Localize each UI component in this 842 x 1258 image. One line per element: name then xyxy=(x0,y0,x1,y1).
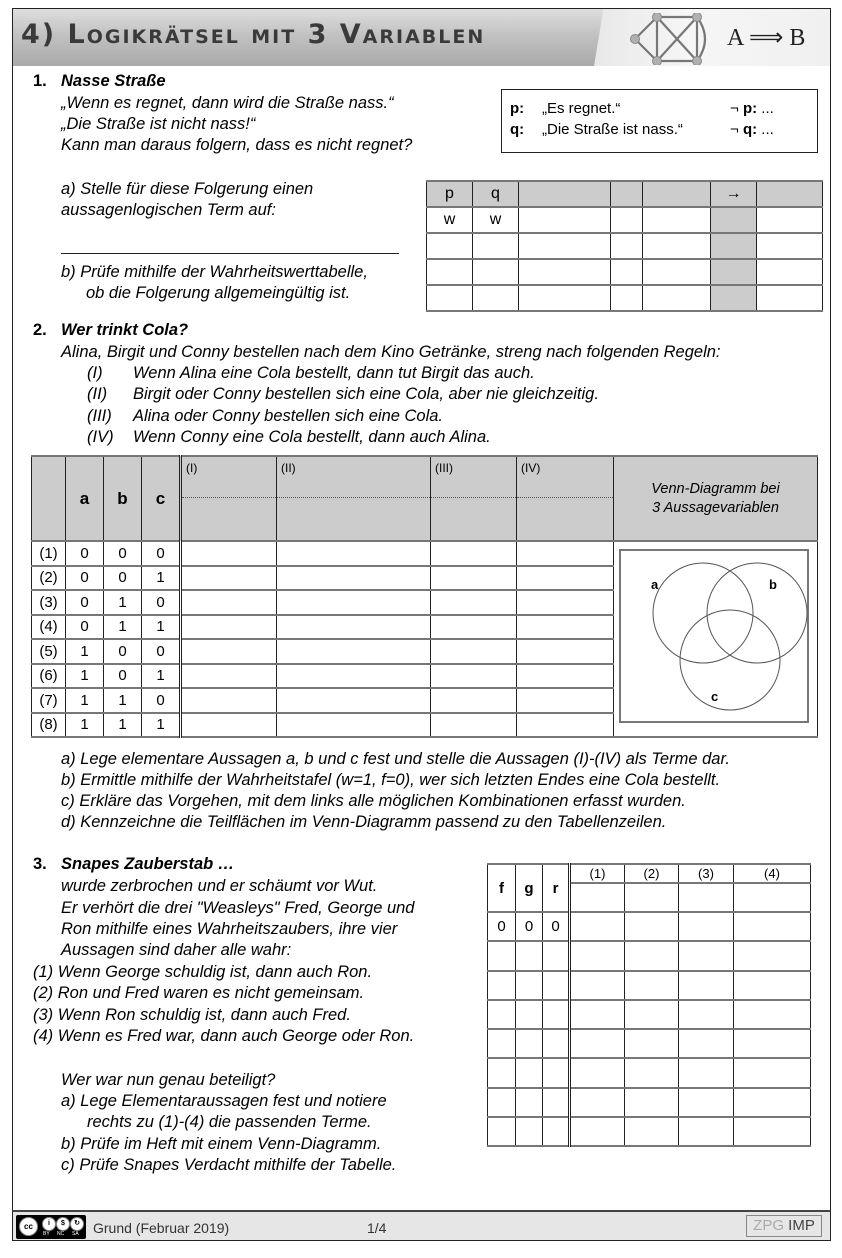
stmt-cell[interactable] xyxy=(679,1117,734,1146)
rule-cell[interactable] xyxy=(517,541,614,566)
var-value: 0 xyxy=(543,912,570,941)
table-cell[interactable] xyxy=(757,233,823,259)
var-header-f: f xyxy=(488,864,516,912)
task2-number: 2. xyxy=(33,321,47,339)
stmt-header-2: (2) xyxy=(625,864,679,883)
stmt-header-1: (1) xyxy=(570,864,625,883)
table-cell[interactable] xyxy=(519,259,611,285)
stmt-cell[interactable] xyxy=(625,1088,679,1117)
stmt-cell[interactable] xyxy=(625,912,679,941)
rule-cell[interactable] xyxy=(181,615,277,640)
rule-cell[interactable] xyxy=(277,541,431,566)
var-value[interactable] xyxy=(516,1088,543,1117)
var-value[interactable] xyxy=(543,1117,570,1146)
table-row xyxy=(488,971,811,1000)
rule-cell[interactable] xyxy=(431,664,517,689)
stmt-cell[interactable] xyxy=(734,971,811,1000)
var-value: 0 xyxy=(66,541,104,566)
stmt-header-3: (3) xyxy=(679,864,734,883)
var-value: 0 xyxy=(66,590,104,615)
table-row xyxy=(488,1117,811,1146)
venn-label-a: a xyxy=(651,577,659,592)
task2-question: b) Ermittle mithilfe der Wahrheitstafel (w=1, f=0), wer sich letzten Endes eine Cola bestellt. xyxy=(61,771,721,789)
task3-statement: (3) Wenn Ron schuldig ist, dann auch Fred. xyxy=(33,1006,351,1024)
var-value: 1 xyxy=(66,639,104,664)
task2-question: c) Erkläre das Vorgehen, mit dem links alle möglichen Kombinationen erfasst wurden. xyxy=(61,792,686,810)
rule-cell[interactable] xyxy=(277,566,431,591)
header-cell-implication: → xyxy=(711,181,757,207)
stmt-cell[interactable] xyxy=(679,971,734,1000)
row-label: (4) xyxy=(32,615,66,640)
rule-cell[interactable] xyxy=(181,664,277,689)
stmt-cell[interactable] xyxy=(679,1088,734,1117)
rule-text: Wenn Alina eine Cola bestellt, dann tut Birgit das auch. xyxy=(133,364,535,382)
rule-header-I[interactable]: (I) xyxy=(181,456,277,541)
rule-cell[interactable] xyxy=(431,541,517,566)
table-cell: w xyxy=(473,207,519,233)
task3-line: Ron mithilfe eines Wahrheitszaubers, ihre vier xyxy=(61,920,398,938)
table-cell[interactable] xyxy=(611,259,643,285)
task3-statement: (4) Wenn es Fred war, dann auch George oder Ron. xyxy=(33,1027,415,1045)
var-header-b: b xyxy=(104,456,142,541)
rule-cell[interactable] xyxy=(517,566,614,591)
stmt-cell[interactable] xyxy=(734,941,811,970)
var-value[interactable] xyxy=(488,941,516,970)
rule-cell[interactable] xyxy=(181,566,277,591)
rule-cell[interactable] xyxy=(431,590,517,615)
rule-cell[interactable] xyxy=(277,615,431,640)
stmt-cell[interactable] xyxy=(625,941,679,970)
task1-number: 1. xyxy=(33,72,47,90)
implication-symbol: A ⟹ B xyxy=(727,25,806,51)
header-cell[interactable] xyxy=(757,181,823,207)
cc-license-badge: cc i $ ↻ BY NC SA xyxy=(16,1215,86,1239)
var-value: 1 xyxy=(104,615,142,640)
var-value[interactable] xyxy=(516,1058,543,1087)
term-cell[interactable] xyxy=(625,883,679,912)
table-cell[interactable] xyxy=(519,285,611,311)
stmt-cell[interactable] xyxy=(570,971,625,1000)
rule-label: (I) xyxy=(87,364,103,382)
task3-statement: (1) Wenn George schuldig ist, dann auch Ron. xyxy=(33,963,373,981)
var-value: 0 xyxy=(66,566,104,591)
var-value[interactable] xyxy=(516,941,543,970)
row-label: (8) xyxy=(32,713,66,738)
header-cell[interactable] xyxy=(611,181,643,207)
rule-cell[interactable] xyxy=(277,713,431,738)
page-title: 4) Logikrätsel mit 3 Variablen xyxy=(21,19,486,50)
rule-label: (III) xyxy=(87,407,112,425)
task1-line: „Die Straße ist nicht nass!“ xyxy=(61,115,256,133)
header-cell[interactable] xyxy=(643,181,711,207)
stmt-cell[interactable] xyxy=(570,1058,625,1087)
var-value: 0 xyxy=(142,639,181,664)
stmt-cell[interactable] xyxy=(679,1058,734,1087)
table-cell[interactable] xyxy=(643,233,711,259)
task1-line: „Wenn es regnet, dann wird die Straße nass.“ xyxy=(61,94,394,112)
rule-cell[interactable] xyxy=(431,688,517,713)
var-value: 0 xyxy=(516,912,543,941)
var-value: 1 xyxy=(104,713,142,738)
var-value[interactable] xyxy=(488,1088,516,1117)
stmt-cell[interactable] xyxy=(679,941,734,970)
var-value: 0 xyxy=(66,615,104,640)
stmt-cell[interactable] xyxy=(734,1029,811,1058)
var-value: 1 xyxy=(142,566,181,591)
task3-line: Aussagen sind daher alle wahr: xyxy=(61,941,292,959)
var-value: 0 xyxy=(142,688,181,713)
table-cell[interactable] xyxy=(427,233,473,259)
rule-cell[interactable] xyxy=(431,713,517,738)
stmt-cell[interactable] xyxy=(570,1029,625,1058)
row-label: (6) xyxy=(32,664,66,689)
rule-cell[interactable] xyxy=(517,639,614,664)
rule-cell[interactable] xyxy=(517,615,614,640)
rule-cell[interactable] xyxy=(517,664,614,689)
stmt-cell[interactable] xyxy=(570,912,625,941)
var-value[interactable] xyxy=(516,1117,543,1146)
venn-label-b: b xyxy=(769,577,777,592)
rule-cell[interactable] xyxy=(277,590,431,615)
table-row xyxy=(488,1058,811,1087)
task3-task: a) Lege Elementaraussagen fest und notiere xyxy=(61,1092,387,1110)
rule-cell[interactable] xyxy=(181,590,277,615)
rule-text: Alina oder Conny bestellen sich eine Cola. xyxy=(133,407,444,425)
rule-text: Birgit oder Conny bestellen sich eine Cola, aber nie gleichzeitig. xyxy=(133,385,599,403)
rule-cell[interactable] xyxy=(277,664,431,689)
nc-icon: $ xyxy=(56,1217,70,1231)
var-value[interactable] xyxy=(516,1000,543,1029)
rule-cell[interactable] xyxy=(277,688,431,713)
table-cell[interactable] xyxy=(427,259,473,285)
var-header-g: g xyxy=(516,864,543,912)
truth-table-pq xyxy=(426,180,823,312)
row-label: (1) xyxy=(32,541,66,566)
rule-label: (II) xyxy=(87,385,108,403)
task1-line: Kann man daraus folgern, dass es nicht regnet? xyxy=(61,136,413,154)
var-value[interactable] xyxy=(543,1029,570,1058)
var-value[interactable] xyxy=(488,1117,516,1146)
zpg-imp-logo: ZPG IMP xyxy=(746,1215,822,1237)
task3-task: b) Prüfe im Heft mit einem Venn-Diagramm. xyxy=(61,1135,382,1153)
task1-b-text: ob die Folgerung allgemeingültig ist. xyxy=(86,284,351,302)
stmt-cell[interactable] xyxy=(625,1058,679,1087)
table-cell[interactable] xyxy=(711,233,757,259)
stmt-cell[interactable] xyxy=(570,1117,625,1146)
task1-title: Nasse Straße xyxy=(61,72,166,90)
stmt-cell[interactable] xyxy=(570,941,625,970)
var-value: 1 xyxy=(142,615,181,640)
var-value: 1 xyxy=(66,713,104,738)
var-header-c: c xyxy=(142,456,181,541)
rule-cell[interactable] xyxy=(431,639,517,664)
rule-cell[interactable] xyxy=(517,590,614,615)
task2-title: Wer trinkt Cola? xyxy=(61,321,189,339)
stmt-cell[interactable] xyxy=(734,1088,811,1117)
rule-cell[interactable] xyxy=(517,713,614,738)
var-value: 1 xyxy=(104,590,142,615)
table-cell[interactable] xyxy=(611,233,643,259)
table-row xyxy=(488,912,811,941)
term-cell[interactable] xyxy=(734,883,811,912)
var-value: 0 xyxy=(104,541,142,566)
var-value[interactable] xyxy=(543,1000,570,1029)
task3-task: c) Prüfe Snapes Verdacht mithilfe der Tabelle. xyxy=(61,1156,397,1174)
p-label: p: xyxy=(510,100,525,117)
rule-cell[interactable] xyxy=(181,541,277,566)
task3-line: wurde zerbrochen und er schäumt vor Wut. xyxy=(61,877,378,895)
table-cell[interactable] xyxy=(757,207,823,233)
var-value: 0 xyxy=(142,541,181,566)
q-text: „Die Straße ist nass.“ xyxy=(542,121,683,138)
var-value: 0 xyxy=(488,912,516,941)
p-text: „Es regnet.“ xyxy=(542,100,621,117)
stmt-cell[interactable] xyxy=(570,1000,625,1029)
rule-cell[interactable] xyxy=(181,639,277,664)
stmt-cell[interactable] xyxy=(679,912,734,941)
rule-cell[interactable] xyxy=(181,713,277,738)
venn-label-c: c xyxy=(711,689,719,704)
task3-question: Wer war nun genau beteiligt? xyxy=(61,1071,276,1089)
task3-task: rechts zu (1)-(4) die passenden Terme. xyxy=(87,1113,372,1131)
stmt-cell[interactable] xyxy=(679,1000,734,1029)
table-cell[interactable] xyxy=(473,259,519,285)
stmt-cell[interactable] xyxy=(734,1000,811,1029)
var-value[interactable] xyxy=(488,1000,516,1029)
not-p: ¬ p: ... xyxy=(730,100,774,117)
header-cell[interactable] xyxy=(519,181,611,207)
rule-cell[interactable] xyxy=(431,615,517,640)
var-value: 1 xyxy=(142,664,181,689)
task2-intro: Alina, Birgit und Conny bestellen nach dem Kino Getränke, streng nach folgenden Regeln: xyxy=(61,343,721,361)
table-cell[interactable] xyxy=(643,285,711,311)
by-icon: i xyxy=(42,1217,56,1231)
var-value[interactable] xyxy=(516,971,543,1000)
task1-answer-line[interactable] xyxy=(61,253,399,254)
table-cell[interactable] xyxy=(519,233,611,259)
stmt-cell[interactable] xyxy=(734,1117,811,1146)
row-label: (5) xyxy=(32,639,66,664)
row-label-header xyxy=(32,456,66,541)
header-cell: q xyxy=(473,181,519,207)
var-value: 0 xyxy=(142,590,181,615)
var-value: 1 xyxy=(104,688,142,713)
table-cell[interactable] xyxy=(427,285,473,311)
rule-header-IV[interactable]: (IV) xyxy=(517,456,614,541)
table-cell[interactable] xyxy=(643,207,711,233)
rule-cell[interactable] xyxy=(181,688,277,713)
venn-header: Venn-Diagramm bei 3 Aussagevariablen xyxy=(614,456,818,541)
task3-line: Er verhört die drei "Weasleys" Fred, George und xyxy=(61,899,415,917)
var-value: 1 xyxy=(142,713,181,738)
var-header-a: a xyxy=(66,456,104,541)
rule-cell[interactable] xyxy=(517,688,614,713)
negation-symbol: ¬ xyxy=(730,121,739,138)
table-cell[interactable] xyxy=(473,233,519,259)
rule-header-II[interactable]: (II) xyxy=(277,456,431,541)
table-cell[interactable] xyxy=(611,207,643,233)
header-cell: p xyxy=(427,181,473,207)
var-header-r: r xyxy=(543,864,570,912)
table-row xyxy=(488,1088,811,1117)
author-date: Grund (Februar 2019) xyxy=(93,1220,230,1236)
table-cell[interactable] xyxy=(711,285,757,311)
table-cell[interactable] xyxy=(519,207,611,233)
negation-symbol: ¬ xyxy=(730,100,739,117)
var-value[interactable] xyxy=(543,1058,570,1087)
term-cell[interactable] xyxy=(679,883,734,912)
page-number: 1/4 xyxy=(367,1220,387,1236)
row-label: (3) xyxy=(32,590,66,615)
rule-header-III[interactable]: (III) xyxy=(431,456,517,541)
task3-statement: (2) Ron und Fred waren es nicht gemeinsam. xyxy=(33,984,365,1002)
table-cell: w xyxy=(427,207,473,233)
rule-cell[interactable] xyxy=(277,639,431,664)
task3-number: 3. xyxy=(33,855,47,873)
stmt-cell[interactable] xyxy=(625,1000,679,1029)
table-cell[interactable] xyxy=(711,259,757,285)
stmt-cell[interactable] xyxy=(734,1058,811,1087)
table-row xyxy=(488,1029,811,1058)
stmt-header-4: (4) xyxy=(734,864,811,883)
rule-label: (IV) xyxy=(87,428,114,446)
var-value: 0 xyxy=(104,639,142,664)
page-footer xyxy=(12,1210,831,1241)
table-row xyxy=(488,1000,811,1029)
table-cell[interactable] xyxy=(711,207,757,233)
truth-table-fgr xyxy=(487,863,811,1147)
rule-cell[interactable] xyxy=(431,566,517,591)
var-value: 1 xyxy=(66,688,104,713)
stmt-cell[interactable] xyxy=(734,912,811,941)
var-value[interactable] xyxy=(488,1029,516,1058)
var-value[interactable] xyxy=(516,1029,543,1058)
worksheet-page xyxy=(12,8,831,1241)
var-value[interactable] xyxy=(543,1088,570,1117)
row-label: (2) xyxy=(32,566,66,591)
var-value: 0 xyxy=(104,566,142,591)
var-value[interactable] xyxy=(543,941,570,970)
venn-diagram xyxy=(619,549,811,723)
stmt-cell[interactable] xyxy=(570,1088,625,1117)
var-value: 0 xyxy=(104,664,142,689)
row-label: (7) xyxy=(32,688,66,713)
stmt-cell[interactable] xyxy=(625,971,679,1000)
var-value: 1 xyxy=(66,664,104,689)
task2-question: d) Kennzeichne die Teilflächen im Venn-Diagramm passend zu den Tabellenzeilen. xyxy=(61,813,667,831)
task2-question: a) Lege elementare Aussagen a, b und c fest und stelle die Aussagen (I)-(IV) als Terme dar. xyxy=(61,750,730,768)
stmt-cell[interactable] xyxy=(625,1117,679,1146)
stmt-cell[interactable] xyxy=(679,1029,734,1058)
task3-title: Snapes Zauberstab … xyxy=(61,855,235,873)
var-value[interactable] xyxy=(488,971,516,1000)
table-cell[interactable] xyxy=(757,285,823,311)
variable-definition-box xyxy=(501,89,818,153)
q-label: q: xyxy=(510,121,525,138)
rule-text: Wenn Conny eine Cola bestellt, dann auch Alina. xyxy=(133,428,491,446)
var-value[interactable] xyxy=(488,1058,516,1087)
table-cell[interactable] xyxy=(643,259,711,285)
table-cell[interactable] xyxy=(473,285,519,311)
term-cell[interactable] xyxy=(570,883,625,912)
stmt-cell[interactable] xyxy=(625,1029,679,1058)
task1-a-text: aussagenlogischen Term auf: xyxy=(61,201,276,219)
table-cell[interactable] xyxy=(757,259,823,285)
table-row xyxy=(488,941,811,970)
table-cell[interactable] xyxy=(611,285,643,311)
graph-icon xyxy=(625,13,715,65)
cc-icon: cc xyxy=(19,1217,38,1236)
var-value[interactable] xyxy=(543,971,570,1000)
page-header xyxy=(13,9,830,66)
sa-icon: ↻ xyxy=(70,1217,84,1231)
not-q: ¬ q: ... xyxy=(730,121,774,138)
task1-a-text: a) Stelle für diese Folgerung einen xyxy=(61,180,314,198)
task1-b-text: b) Prüfe mithilfe der Wahrheitswerttabelle, xyxy=(61,263,368,281)
